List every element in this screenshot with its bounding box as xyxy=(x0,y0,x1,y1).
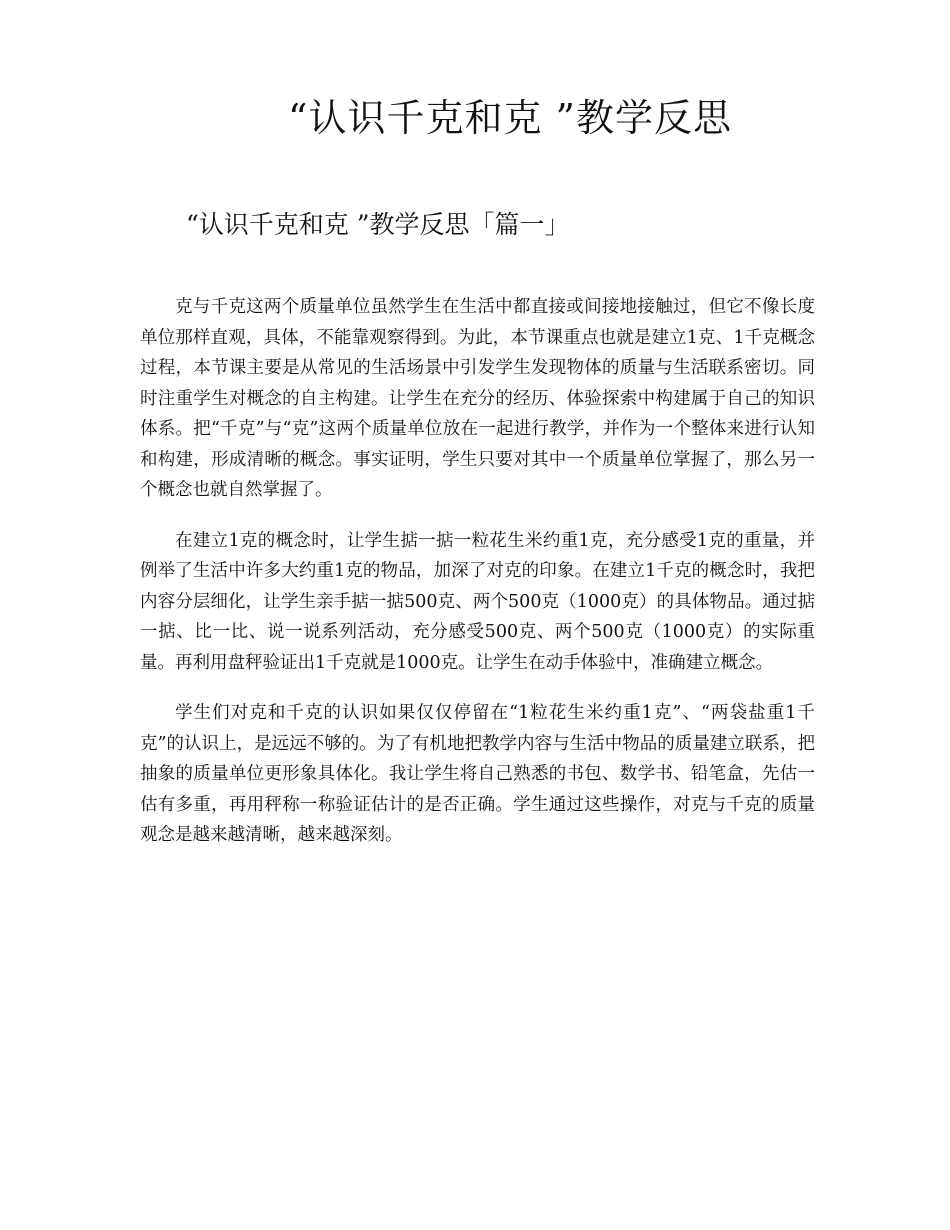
paragraph-3: 学生们对克和千克的认识如果仅仅停留在“1粒花生米约重1克”、“两袋盐重1千克”的认识上，是远远不够的。为了有机地把教学内容与生活中物品的质量建立联系，把抽象的质量单位更形象具体化。我让学生将自己熟悉的书包、数学书、铅笔盒，先估一估有多重，再用秤称一称验证估计的是否正确。学生通过这些操作，对克与千克的质量观念是越来越清晰，越来越深刻。 xyxy=(140,703,815,845)
paragraph-1: 克与千克这两个质量单位虽然学生在生活中都直接或间接地接触过，但它不像长度单位那样直观，具体，不能靠观察得到。为此，本节课重点也就是建立1克、1千克概念过程，本节课主要是从常见的生活场景中引发学生发现物体的质量与生活联系密切。同时注重学生对概念的自主构建。让学生在充分的经历、体验探索中构建属于自己的知识体系。把“千克”与“克”这两个质量单位放在一起进行教学，并作为一个整体来进行认知和构建，形成清晰的概念。事实证明，学生只要对其中一个质量单位掌握了，那么另一个概念也就自然掌握了。 xyxy=(140,297,815,500)
paragraph-2: 在建立1克的概念时，让学生掂一掂一粒花生米约重1克，充分感受1克的重量，并例举了生活中许多大约重1克的物品，加深了对克的印象。在建立1千克的概念时，我把内容分层细化，让学生亲手掂一掂500克、两个500克（1000克）的具体物品。通过掂一掂、比一比、说一说系列活动，充分感受500克、两个500克（1000克）的实际重量。再利用盘秤验证出1千克就是1000克。让学生在动手体验中，准确建立概念。 xyxy=(140,530,815,673)
body-text xyxy=(140,292,815,871)
section-heading: “认识千克和克 ”教学反思「篇一」 xyxy=(186,210,570,239)
document-title: “认识千克和克 ”教学反思 xyxy=(288,96,732,140)
